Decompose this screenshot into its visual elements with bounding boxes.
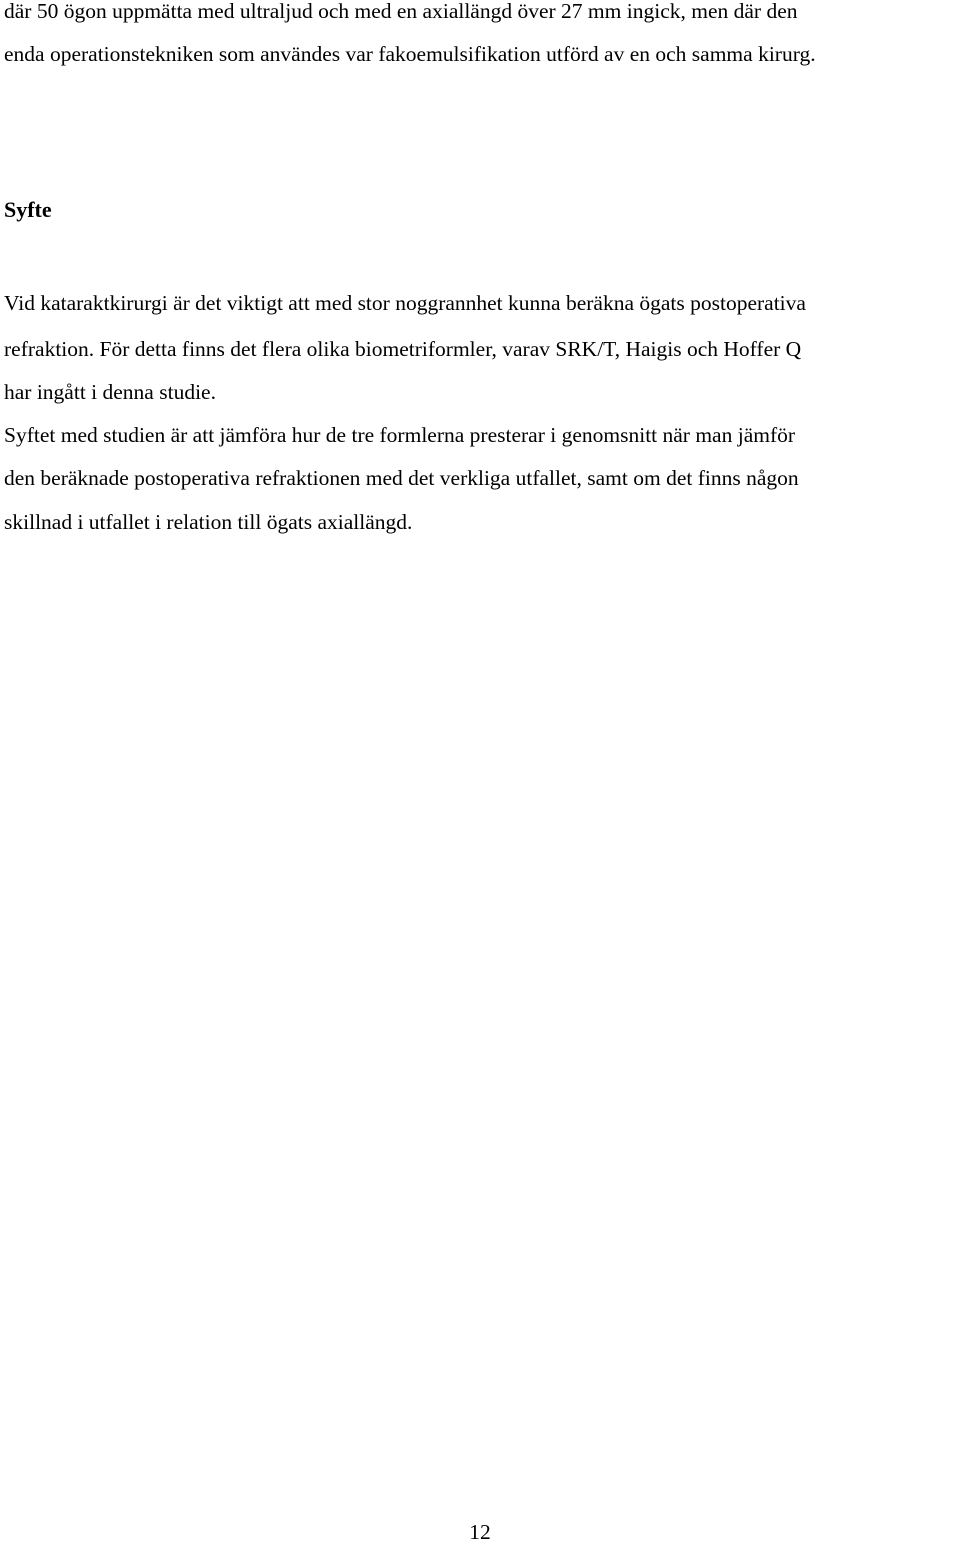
page-number: 12 bbox=[469, 1520, 491, 1544]
paragraph-line: Syftet med studien är att jämföra hur de tre formlerna presterar i genomsnitt när man jämför bbox=[4, 423, 796, 447]
intro-line: enda operationstekniken som användes var fakoemulsifikation utförd av en och samma kirurg. bbox=[4, 42, 816, 66]
intro-line: där 50 ögon uppmätta med ultraljud och med en axiallängd över 27 mm ingick, men där den bbox=[4, 0, 798, 23]
paragraph-line: Vid kataraktkirurgi är det viktigt att med stor noggrannhet kunna beräkna ögats postoperativa bbox=[4, 291, 806, 315]
section-heading: Syfte bbox=[4, 197, 52, 222]
paragraph-line: har ingått i denna studie. bbox=[4, 380, 216, 404]
paragraph-line: skillnad i utfallet i relation till ögats axiallängd. bbox=[4, 510, 413, 534]
paragraph-line: refraktion. För detta finns det flera olika biometriformler, varav SRK/T, Haigis och Hoffer Q bbox=[4, 337, 802, 361]
paragraph-line: den beräknade postoperativa refraktionen med det verkliga utfallet, samt om det finns någon bbox=[4, 466, 799, 490]
